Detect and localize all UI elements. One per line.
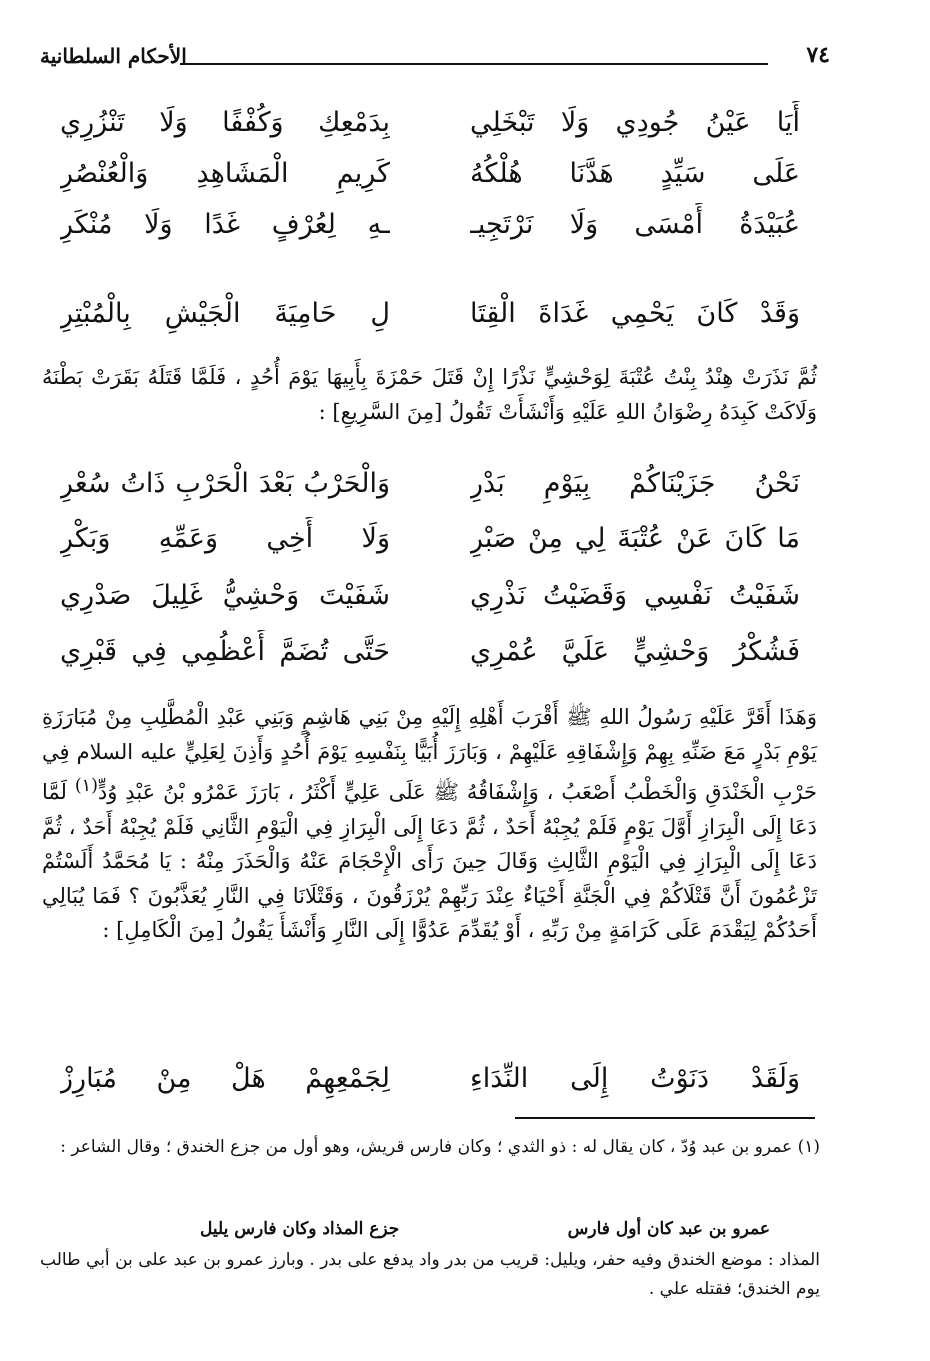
verse-second-hemistich: وَالْحَرْبُ بَعْدَ الْحَرْبِ ذَاتُ سُعْرِ (60, 468, 390, 499)
verse-first-hemistich: شَفَيْتُ نَفْسِي وَقَضَيْتُ نَذْرِي (470, 580, 800, 611)
verse-first-hemistich: فَشُكْرُ وَحْشِيٍّ عَلَيَّ عُمْرِي (470, 636, 800, 667)
verse-couplet (60, 630, 800, 674)
footnote-reference: (١) (74, 776, 98, 796)
verse-couplet (60, 101, 800, 145)
verse-couplet (60, 574, 800, 618)
verse-first-hemistich: عَلَى سَيِّدٍ هَدَّنَا هُلْكُهُ (470, 158, 800, 189)
verse-first-hemistich: عُبَيْدَةُ أَمْسَى وَلَا نَرْتَجِيـ (470, 209, 800, 240)
verse-couplet (60, 462, 800, 506)
footnote-verse (200, 1215, 770, 1244)
footnote-text: المذاد : موضع الخندق وفيه حفر، ويليل: قريب من بدر واد يدفع على بدر . وبارز عمرو بن عبد على بن أبي طالب يوم الخندق؛ فقتله علي . (40, 1250, 820, 1299)
book-title: الأحكام السلطانية (40, 44, 187, 68)
paragraph-text (42, 700, 817, 948)
footnote-verse-first: عمرو بن عبد كان أول فارس (567, 1219, 770, 1239)
verse-couplet (60, 517, 800, 561)
verse-first-hemistich: مَا كَانَ عَنْ عُتْبَةَ لِي مِنْ صَبْرِ (470, 523, 800, 554)
footnote-text: (١) عمرو بن عبد وُدّ ، كان يقال له : ذو الثدي ؛ وكان فارس قريش، وهو أول من جزع الخندق ؛ وقال الشاعر : (60, 1137, 820, 1157)
verse-couplet (60, 203, 800, 247)
paragraph-text-part: وَهَذَا أَقَرَّ عَلَيْهِ رَسُولُ اللهِ ﷺ أَقْرَبَ أَهْلِهِ إِلَيْهِ مِنْ بَنِي هَاشِمٍ وَبَنِي عَبْدِ الْمُطَّلِبِ مِنْ مُبَارَزَةِ يَوْمِ بَدْرٍ مَعَ ضَنِّهِ بِهِمْ وَإِشْفَاقِهِ عَلَيْهِمْ ، وَبَارَزَ أُبَيًّا بِنَفْسِهِ يَوْمَ أُحُدٍ وَأَذِنَ لِعَلِيٍّ عليه السلام فِي حَرْبِ الْخَنْدَقِ وَالْخَطْبُ أَصْعَبُ ، وَإِشْفَاقُهُ ﷺ عَلَى عَلِيٍّ أَكْثَرُ ، بَارَزَ عَمْرُو بْنُ عَبْدِ وُدٍّ (42, 705, 817, 804)
verse-second-hemistich: ـهِ لِعُرْفٍ غَدًا وَلَا مُنْكَرِ (60, 209, 390, 240)
verse-couplet (60, 152, 800, 196)
verse-second-hemistich: بِدَمْعِكِ وَكُفْفًا وَلَا تَنْزُرِي (60, 107, 390, 138)
paragraph-text: ثُمَّ نَذَرَتْ هِنْدُ بِنْتُ عُتْبَةَ لِوَحْشِيٍّ نَذْرًا إِنْ قَتَلَ حَمْزَةَ بِأَبِيهَا يَوْمَ أُحُدٍ ، فَلَمَّا قَتَلَهُ بَقَرَتْ بَطْنَهُ وَلَاكَتْ كَبِدَهُ رِضْوَانُ اللهِ عَلَيْهِ وَأَنْشَأَتْ تَقُولُ [مِنَ السَّرِيعِ] : (42, 365, 817, 424)
verse-first-hemistich: أَيَا عَيْنُ جُودِي وَلَا تَبْخَلِي (470, 107, 800, 138)
verse-second-hemistich: كَرِيمِ الْمَشَاهِدِ وَالْعُنْصُرِ (60, 158, 390, 189)
footnote-verse-second: جزع المذاد وكان فارس يليل (200, 1219, 400, 1239)
prose-paragraph (42, 700, 817, 948)
footnote-separator (515, 1117, 815, 1119)
verse-couplet (60, 1057, 800, 1101)
prose-paragraph (42, 360, 817, 429)
page-number: ٧٤ (806, 42, 830, 68)
verse-first-hemistich: نَحْنُ جَزَيْنَاكُمْ بِيَوْمِ بَدْرِ (470, 468, 800, 499)
paragraph-text-part: لَمَّا دَعَا إِلَى الْبِرَازِ أَوَّلَ يَوْمٍ فَلَمْ يُجِبْهُ أَحَدٌ ، ثُمَّ دَعَا إِلَى الْبِرَازِ فِي الْيَوْمِ الثَّانِي فَلَمْ يُجِبْهُ أَحَدٌ ، ثُمَّ دَعَا إِلَى الْبِرَازِ فِي الْيَوْمِ الثَّالِثِ وَقَالَ حِينَ رَأَى الْإِحْجَامَ عَنْهُ وَالْحَذَرَ مِنْهُ : يَا مُحَمَّدُ أَلَسْتُمْ تَزْعُمُونَ أَنَّ قَتْلَاكُمْ فِي الْجَنَّةِ أَحْيَاءٌ عِنْدَ رَبِّهِمْ يُرْزَقُونَ ، وَقَتْلَانَا فِي النَّارِ يُعَذَّبُونَ ؟ فَمَا يُبَالِي أَحَدُكُمْ لِيَقْدَمَ عَلَى كَرَامَةٍ مِنْ رَبِّهِ ، أَوْ يُقَدِّمَ عَدُوًّا إِلَى النَّارِ وَأَنْشَأَ يَقُولُ [مِنَ الْكَامِلِ] : (42, 780, 817, 942)
verse-first-hemistich: وَقَدْ كَانَ يَحْمِي غَدَاةَ الْقِتَا (470, 298, 800, 329)
verse-second-hemistich: شَفَيْتَ وَحْشِيُّ غَلِيلَ صَدْرِي (60, 580, 390, 611)
page-header (40, 42, 830, 74)
verse-second-hemistich: وَلَا أَخِي وَعَمِّهِ وَبَكْرِ (60, 523, 390, 554)
verse-second-hemistich: حَتَّى تُضَمَّ أَعْظُمِي فِي قَبْرِي (60, 636, 390, 667)
verse-first-hemistich: وَلَقَدْ دَنَوْتُ إِلَى النِّدَاءِ (470, 1063, 800, 1094)
verse-couplet (60, 292, 800, 336)
verse-second-hemistich: لِ حَامِيَةَ الْجَيْشِ بِالْمُبْتِرِ (60, 298, 390, 329)
verse-second-hemistich: لِجَمْعِهِمْ هَلْ مِنْ مُبَارِزْ (60, 1063, 390, 1094)
header-rule (180, 63, 768, 65)
